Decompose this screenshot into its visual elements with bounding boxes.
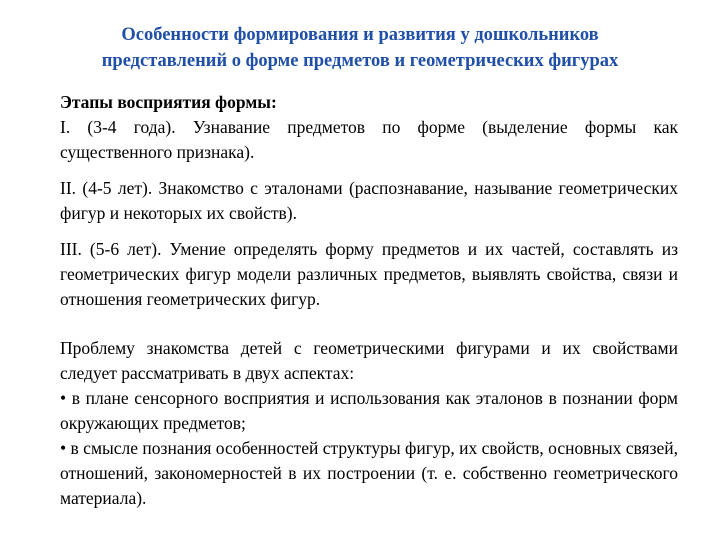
stage-2: II. (4-5 лет). Знакомство с эталонами (распознавание, называние геометрических фигур и некоторых их свойств). <box>60 178 678 223</box>
slide-title <box>40 22 680 74</box>
title-line-2: представлений о форме предметов и геометрических фигурах <box>101 51 619 71</box>
title-line-1: Особенности формирования и развития у дошкольников <box>121 25 599 45</box>
stage-3: III. (5-6 лет). Умение определять форму предметов и их частей, составлять из геометрических фигур модели различных предметов, выявлять свойства, связи и отношения геометрических фигур. <box>60 239 678 309</box>
stages-heading: Этапы восприятия формы: <box>60 92 277 112</box>
aspect-bullet-1: • в плане сенсорного восприятия и использования как эталонов в познании форм окружающих предметов; <box>60 388 678 433</box>
paragraph-gap <box>60 312 678 336</box>
aspect-bullet-2: • в смысле познания особенностей структуры фигур, их свойств, основных связей, отношений, закономерностей в их построении (т. е. собственно геометрического материала). <box>60 438 678 508</box>
stage-1: I. (3-4 года). Узнавание предметов по форме (выделение формы как существенного признака). <box>60 117 678 162</box>
slide-content <box>60 90 678 511</box>
problem-intro: Проблему знакомства детей с геометрическими фигурами и их свойствами следует рассматривать в двух аспектах: <box>60 338 678 383</box>
